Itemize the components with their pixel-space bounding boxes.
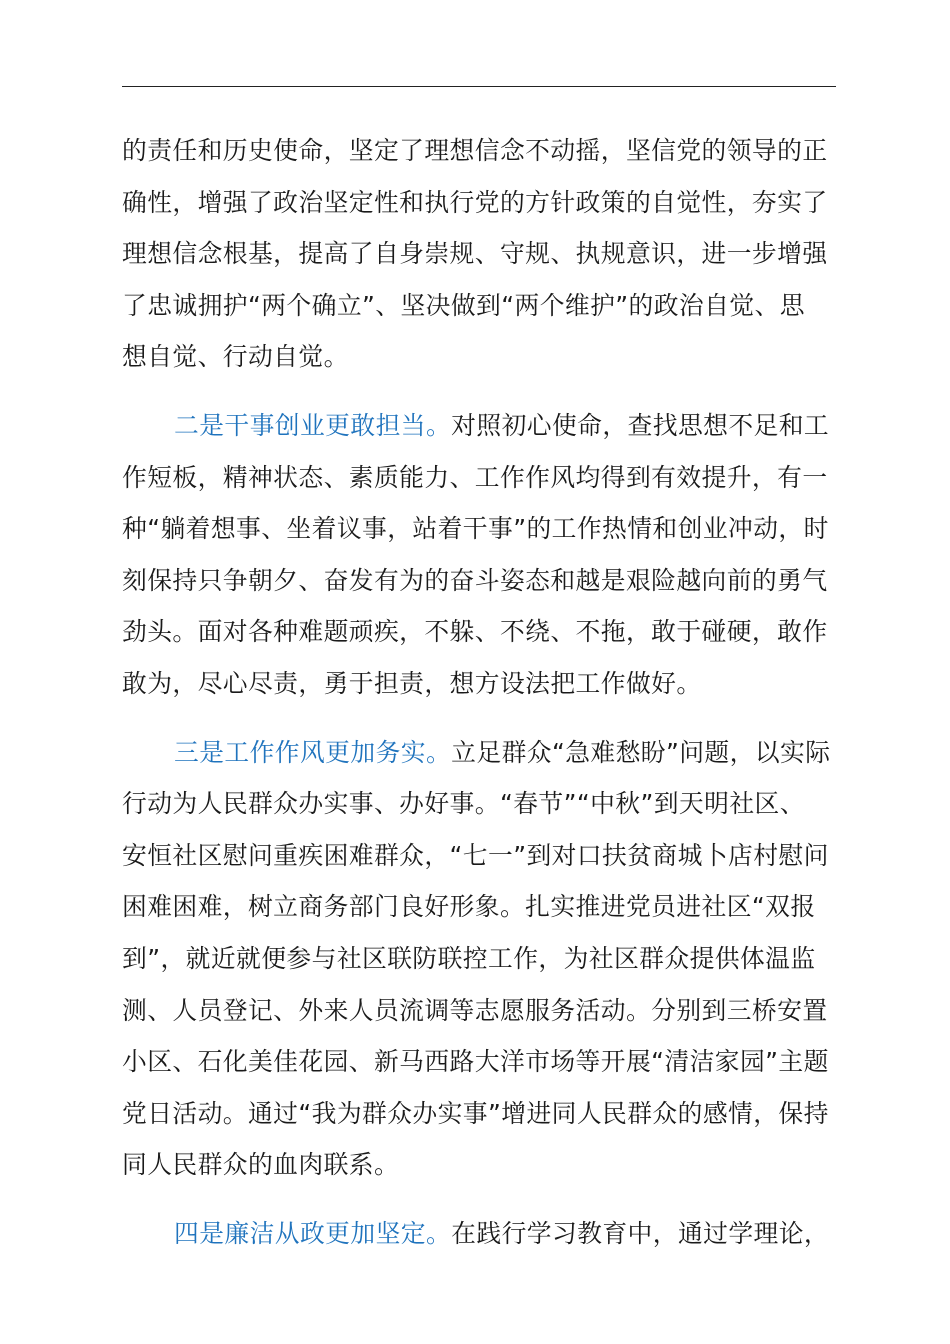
text-line: 想自觉、行动自觉。 (122, 342, 349, 372)
text-run: 立足群众“急难愁盼”问题，以实际 (451, 737, 831, 767)
text-line: 到”，就近就便参与社区联防联控工作，为社区群众提供体温监 (122, 943, 816, 973)
text-line: 了忠诚拥护“两个确立”、坚决做到“两个维护”的政治自觉、思 (122, 290, 805, 320)
paragraph-gap (122, 1191, 838, 1208)
text-line: 作短板，精神状态、素质能力、工作作风均得到有效提升，有一 (122, 462, 828, 492)
text-line-first (122, 1208, 838, 1260)
paragraph-3 (122, 727, 838, 1191)
text-line-first (122, 400, 838, 452)
text-line: 困难困难，树立商务部门良好形象。扎实推进党员进社区“双报 (122, 892, 816, 922)
text-line: 理想信念根基，提高了自身崇规、守规、执规意识，进一步增强 (122, 239, 828, 269)
text-line: 刻保持只争朝夕、奋发有为的奋斗姿态和越是艰险越向前的勇气 (122, 565, 828, 595)
text-line: 安恒社区慰问重疾困难群众，“七一”到对口扶贫商城卜店村慰问 (122, 840, 829, 870)
text-line: 确性，增强了政治坚定性和执行党的方针政策的自觉性，夯实了 (122, 187, 828, 217)
text-line: 党日活动。通过“我为群众办实事”增进同人民群众的感情，保持 (122, 1098, 829, 1128)
text-line: 行动为人民群众办实事、办好事。“春节”“中秋”到天明社区、 (122, 789, 805, 819)
text-run: 在践行学习教育中，通过学理论， (451, 1218, 830, 1248)
paragraph-gap (122, 710, 838, 727)
paragraph-1 (122, 125, 838, 383)
text-line: 小区、石化美佳花园、新马西路大洋市场等开展“清洁家园”主题 (122, 1047, 829, 1077)
text-line: 的责任和历史使命，坚定了理想信念不动摇，坚信党的领导的正 (122, 136, 828, 165)
section-heading: 四是廉洁从政更加坚定。 (174, 1218, 452, 1248)
text-run: 对照初心使命，查找思想不足和工 (451, 410, 830, 440)
paragraph-4 (122, 1208, 838, 1260)
document-body (122, 125, 838, 1259)
paragraph-2 (122, 400, 838, 710)
text-line: 种“躺着想事、坐着议事，站着干事”的工作热情和创业冲动，时 (122, 514, 829, 544)
paragraph-gap (122, 383, 838, 400)
text-line: 同人民群众的血肉联系。 (122, 1150, 400, 1180)
section-heading: 三是工作作风更加务实。 (174, 737, 452, 767)
text-line-first (122, 727, 838, 779)
text-line: 测、人员登记、外来人员流调等志愿服务活动。分别到三桥安置 (122, 995, 828, 1025)
section-heading: 二是干事创业更敢担当。 (174, 410, 452, 440)
text-line: 敢为，尽心尽责，勇于担责，想方设法把工作做好。 (122, 668, 702, 698)
text-line: 劲头。面对各种难题顽疾，不躲、不绕、不拖，敢于碰硬，敢作 (122, 617, 828, 647)
header-rule (122, 86, 836, 87)
